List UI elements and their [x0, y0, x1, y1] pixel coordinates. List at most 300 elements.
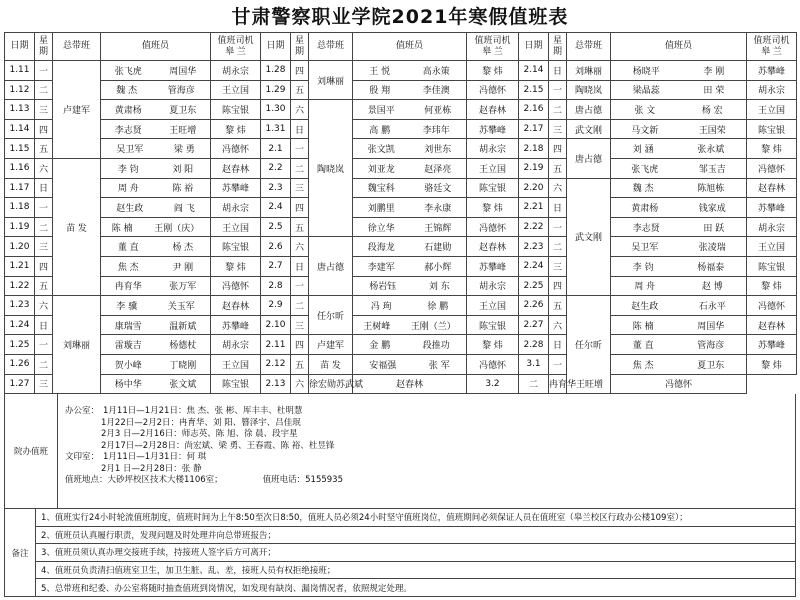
weekday-cell: 三 — [291, 178, 309, 198]
driver-cell: 赵春林 — [747, 178, 797, 198]
staff-name: 张万军 — [169, 282, 197, 293]
driver-cell: 胡永宗 — [211, 198, 261, 218]
date-cell: 2.5 — [261, 217, 291, 237]
staff-name: 何亚栋 — [424, 105, 452, 116]
driver-cell: 赵春林 — [747, 315, 797, 335]
staff-name: 吴卫军 — [631, 243, 659, 254]
date-cell: 2.8 — [261, 276, 291, 296]
driver-cell: 陈宝银 — [467, 178, 519, 198]
staff-cell — [101, 237, 211, 257]
staff-name: 董 直 — [117, 243, 139, 254]
chief-cell: 刘琳丽 — [309, 61, 353, 100]
weekday-cell: 四 — [549, 276, 567, 296]
date-cell: 2.11 — [261, 335, 291, 355]
staff-cell — [101, 315, 211, 335]
date-cell: 1.12 — [5, 80, 35, 100]
date-cell: 1.26 — [5, 354, 35, 374]
staff-cell — [101, 335, 211, 355]
staff-cell — [353, 139, 467, 159]
header-chief: 总带班 — [567, 33, 611, 61]
staff-name: 安福强 — [369, 360, 397, 371]
driver-cell: 赵春林 — [211, 296, 261, 316]
staff-cell — [611, 61, 747, 81]
staff-name: 李建军 — [367, 262, 395, 273]
staff-name: 王 悦 — [369, 66, 391, 77]
driver-cell: 黎 炜 — [467, 335, 519, 355]
date-cell: 1.17 — [5, 178, 35, 198]
driver-cell: 胡永宗 — [747, 80, 797, 100]
weekday-cell: 二 — [549, 100, 567, 120]
table-row — [5, 139, 797, 159]
table-row — [5, 100, 797, 120]
staff-name: 郝小辉 — [424, 262, 452, 273]
weekday-cell: 一 — [291, 276, 309, 296]
driver-cell: 陈宝银 — [747, 256, 797, 276]
staff-cell — [101, 178, 211, 198]
staff-name: 钱家成 — [698, 203, 726, 214]
chief-cell: 武文刚 — [567, 178, 611, 296]
staff-cell — [353, 237, 467, 257]
date-cell: 1.11 — [5, 61, 35, 81]
staff-name: 黄肃杨 — [631, 203, 659, 214]
driver-cell: 陈宝银 — [747, 119, 797, 139]
note-item: 4、值班员负责清扫值班室卫生，加卫生脏、乱、差，接班人员有权拒绝接班； — [35, 562, 795, 580]
staff-name: 李 骥 — [116, 301, 138, 312]
table-row — [5, 335, 797, 355]
staff-cell — [611, 119, 747, 139]
staff-name: 黄肃杨 — [114, 105, 142, 116]
weekday-cell: 三 — [549, 119, 567, 139]
staff-name: 陈旭栋 — [697, 184, 725, 195]
driver-cell: 冯德怀 — [467, 80, 519, 100]
staff-name: 邹玉吉 — [698, 164, 726, 175]
staff-name: 苏武斌 — [336, 380, 364, 391]
driver-cell: 苏攀峰 — [747, 61, 797, 81]
header-weekday: 星期 — [549, 33, 567, 61]
driver-cell: 王立国 — [747, 237, 797, 257]
driver-cell: 胡永宗 — [211, 335, 261, 355]
weekday-cell: 五 — [291, 80, 309, 100]
office-duty-label: 院办值班 — [5, 394, 58, 508]
table-row — [5, 354, 797, 374]
date-cell: 2.6 — [261, 237, 291, 257]
staff-cell — [353, 276, 467, 296]
table-row — [5, 119, 797, 139]
staff-cell — [611, 178, 747, 198]
staff-name: 李永康 — [424, 203, 452, 214]
staff-name: 张 文 — [634, 105, 656, 116]
driver-cell: 王立国 — [211, 217, 261, 237]
staff-name: 李志贤 — [114, 125, 142, 136]
staff-name: 王树峰 — [363, 321, 391, 332]
staff-name: 张飞虎 — [631, 164, 659, 175]
driver-cell: 黎 炜 — [747, 354, 797, 374]
staff-name: 夏卫东 — [697, 360, 725, 371]
staff-name: 赵泽亮 — [424, 164, 452, 175]
staff-name: 温新斌 — [169, 321, 197, 332]
staff-cell — [353, 217, 467, 237]
date-cell: 2.18 — [519, 139, 549, 159]
driver-cell: 黎 炜 — [467, 61, 519, 81]
chief-cell: 陶晓岚 — [567, 80, 611, 100]
weekday-cell: 五 — [291, 217, 309, 237]
staff-name: 段海龙 — [367, 243, 395, 254]
staff-cell — [101, 276, 211, 296]
driver-cell: 冯德怀 — [467, 354, 519, 374]
driver-cell: 陈宝银 — [467, 315, 519, 335]
weekday-cell: 四 — [291, 335, 309, 355]
staff-name: 王锦辉 — [424, 223, 452, 234]
date-cell: 1.29 — [261, 80, 291, 100]
date-cell: 2.20 — [519, 178, 549, 198]
notes-label: 备注 — [5, 509, 36, 596]
staff-cell — [353, 119, 467, 139]
staff-name: 刘世东 — [424, 145, 452, 156]
weekday-cell: 六 — [291, 100, 309, 120]
staff-cell — [611, 335, 747, 355]
staff-name: 焦 杰 — [632, 360, 654, 371]
staff-name: 夏卫东 — [169, 105, 197, 116]
staff-cell — [611, 198, 747, 218]
staff-name: 关玉军 — [167, 301, 195, 312]
weekday-cell: 六 — [549, 315, 567, 335]
staff-name: 魏 杰 — [116, 86, 138, 97]
weekday-cell: 一 — [291, 139, 309, 159]
driver-cell: 苏攀峰 — [467, 256, 519, 276]
staff-name: 周 舟 — [117, 184, 139, 195]
weekday-cell: 二 — [35, 80, 53, 100]
driver-cell: 陈宝银 — [211, 374, 261, 394]
table-row — [5, 256, 797, 276]
staff-name: 刘 涵 — [632, 145, 654, 156]
staff-cell — [611, 315, 747, 335]
staff-name: 刘 东 — [428, 282, 450, 293]
header-chief: 总带班 — [309, 33, 353, 61]
staff-name: 魏 杰 — [632, 184, 654, 195]
date-cell: 2.12 — [261, 354, 291, 374]
weekday-cell: 四 — [35, 256, 53, 276]
date-cell: 1.15 — [5, 139, 35, 159]
driver-cell: 苏攀峰 — [467, 119, 519, 139]
staff-cell — [353, 198, 467, 218]
staff-name: 杨福泰 — [697, 262, 725, 273]
staff-name: 张文凯 — [367, 145, 395, 156]
header-date: 日期 — [519, 33, 549, 61]
table-row — [5, 374, 797, 394]
staff-name: 徐 鹏 — [427, 301, 449, 312]
driver-cell: 王立国 — [747, 100, 797, 120]
driver-cell: 黎 炜 — [467, 198, 519, 218]
staff-name: 田 荣 — [703, 86, 725, 97]
weekday-cell: 二 — [35, 217, 53, 237]
date-cell: 2.7 — [261, 256, 291, 276]
staff-cell — [611, 296, 747, 316]
driver-cell: 黎 炜 — [211, 256, 261, 276]
weekday-cell: 四 — [291, 198, 309, 218]
staff-name: 段推功 — [422, 341, 450, 352]
weekday-cell: 六 — [291, 237, 309, 257]
driver-cell: 黎 炜 — [211, 119, 261, 139]
date-cell: 2.1 — [261, 139, 291, 159]
weekday-cell: 一 — [549, 80, 567, 100]
staff-cell — [353, 100, 467, 120]
chief-cell: 刘琳丽 — [567, 61, 611, 81]
staff-name: 魏宝科 — [367, 184, 395, 195]
driver-cell: 冯德怀 — [747, 296, 797, 316]
date-cell: 1.21 — [5, 256, 35, 276]
staff-name: 冉育华 — [114, 282, 142, 293]
staff-name: 周国华 — [697, 321, 725, 332]
table-row — [5, 217, 797, 237]
staff-name: 管海彦 — [697, 341, 725, 352]
driver-cell: 赵春林 — [467, 237, 519, 257]
header-date: 日期 — [261, 33, 291, 61]
staff-name: 李 刚 — [703, 66, 725, 77]
weekday-cell: 五 — [35, 139, 53, 159]
weekday-cell: 三 — [549, 256, 567, 276]
date-cell: 2.25 — [519, 276, 549, 296]
weekday-cell: 日 — [35, 315, 53, 335]
staff-name: 刘鹏里 — [367, 203, 395, 214]
date-cell: 1.18 — [5, 198, 35, 218]
table-row — [5, 80, 797, 100]
driver-cell: 苏攀峰 — [211, 315, 261, 335]
driver-cell: 胡永宗 — [747, 217, 797, 237]
header-staff: 值班员 — [611, 33, 747, 61]
driver-cell: 冯德怀 — [747, 158, 797, 178]
date-cell: 1.13 — [5, 100, 35, 120]
driver-cell: 陈宝银 — [211, 237, 261, 257]
note-item: 5、总带班和纪委、办公室将随时抽查值班到岗情况，如发现有缺岗、漏岗情况者，依照规定处理。 — [41, 583, 412, 594]
header-date: 日期 — [5, 33, 35, 61]
weekday-cell: 二 — [519, 374, 549, 394]
chief-cell: 陶晓岚 — [309, 100, 353, 237]
header-driver: 值班司机 皋 兰 — [211, 33, 261, 61]
driver-cell: 赵春林 — [353, 374, 467, 394]
weekday-cell: 三 — [35, 374, 53, 394]
staff-name: 徐宏勋 — [309, 380, 337, 391]
staff-name: 吴卫军 — [116, 145, 144, 156]
staff-cell — [101, 119, 211, 139]
date-cell: 2.3 — [261, 178, 291, 198]
date-cell: 1.20 — [5, 237, 35, 257]
staff-cell — [101, 374, 211, 394]
duty-phone: 值班电话：5155935 — [262, 475, 343, 485]
header-staff: 值班员 — [101, 33, 211, 61]
driver-cell: 苏攀峰 — [211, 178, 261, 198]
weekday-cell: 二 — [549, 237, 567, 257]
driver-cell: 冯德怀 — [611, 374, 747, 394]
staff-cell — [101, 139, 211, 159]
staff-cell — [611, 256, 747, 276]
date-cell: 2.17 — [519, 119, 549, 139]
staff-name: 周 舟 — [634, 282, 656, 293]
weekday-cell: 日 — [549, 198, 567, 218]
chief-cell: 任尔昕 — [567, 296, 611, 394]
staff-name: 王刚（庆） — [154, 223, 200, 234]
driver-cell: 赵春林 — [211, 158, 261, 178]
staff-name: 杨德杖 — [169, 341, 197, 352]
date-cell: 1.19 — [5, 217, 35, 237]
header-weekday: 星期 — [291, 33, 309, 61]
page-title: 甘肃警察职业学院2021年寒假值班表 — [231, 6, 569, 28]
note-item: 1、值班实行24小时轮流值班制度，值班时间为上午8:50至次日8:50，值班人员必须24小时坚守值班岗位，值班期间必须保证人员在值班室（皋兰校区行政办公楼109室）； — [35, 509, 795, 527]
table-row — [5, 237, 797, 257]
staff-name: 石永平 — [698, 301, 726, 312]
staff-cell — [611, 80, 747, 100]
staff-name: 王旺增 — [169, 125, 197, 136]
weekday-cell: 六 — [35, 296, 53, 316]
date-cell: 2.13 — [261, 374, 291, 394]
date-cell: 3.2 — [467, 374, 519, 394]
weekday-cell: 二 — [291, 296, 309, 316]
staff-name: 雷璇吉 — [114, 341, 142, 352]
office-line: 1月22日—2月2日：冉育华、刘 阳、簪泽宇、吕佳珉 — [101, 417, 301, 428]
staff-name: 金 鹏 — [369, 341, 391, 352]
date-cell: 1.24 — [5, 315, 35, 335]
date-cell: 1.27 — [5, 374, 35, 394]
table-row — [5, 178, 797, 198]
driver-cell: 冯德怀 — [211, 139, 261, 159]
chief-cell: 卢建军 — [309, 335, 353, 355]
staff-name: 王国荣 — [698, 125, 726, 136]
driver-cell: 胡永宗 — [467, 276, 519, 296]
staff-name: 李 钧 — [632, 262, 654, 273]
weekday-cell: 三 — [291, 315, 309, 335]
driver-cell: 王立国 — [211, 354, 261, 374]
date-cell: 2.24 — [519, 256, 549, 276]
weekday-cell: 三 — [35, 237, 53, 257]
staff-cell — [549, 374, 604, 394]
weekday-cell: 日 — [291, 119, 309, 139]
table-row — [5, 315, 797, 335]
staff-name: 阎 飞 — [173, 203, 195, 214]
staff-cell — [101, 100, 211, 120]
driver-cell: 王立国 — [467, 296, 519, 316]
chief-cell: 苗 发 — [53, 158, 101, 295]
staff-cell — [101, 256, 211, 276]
staff-name: 张永斌 — [697, 145, 725, 156]
staff-cell — [611, 100, 747, 120]
driver-cell: 冯德怀 — [467, 217, 519, 237]
staff-name: 李玮年 — [422, 125, 450, 136]
table-row — [5, 296, 797, 316]
date-cell: 2.22 — [519, 217, 549, 237]
archive-line: 1月11日—1月31日：何 琪 — [103, 452, 207, 462]
staff-name: 董 直 — [632, 341, 654, 352]
weekday-cell: 四 — [291, 61, 309, 81]
staff-name: 赵生政 — [116, 203, 144, 214]
office-duty-section — [4, 394, 796, 509]
staff-cell — [101, 217, 211, 237]
date-cell: 2.14 — [519, 61, 549, 81]
staff-cell — [611, 237, 747, 257]
staff-name: 殷 翔 — [369, 86, 391, 97]
driver-cell: 黎 炜 — [747, 276, 797, 296]
staff-name: 杨中华 — [114, 380, 142, 391]
staff-name: 石建勋 — [424, 243, 452, 254]
staff-name: 徐立华 — [367, 223, 395, 234]
date-cell: 1.28 — [261, 61, 291, 81]
staff-name: 张文斌 — [169, 380, 197, 391]
staff-cell — [101, 80, 211, 100]
roster-table — [4, 32, 797, 394]
staff-name: 田 跃 — [703, 223, 725, 234]
staff-name: 梁 勇 — [173, 145, 195, 156]
date-cell: 1.30 — [261, 100, 291, 120]
date-cell: 3.1 — [519, 354, 549, 374]
weekday-cell: 五 — [291, 354, 309, 374]
staff-cell — [611, 139, 747, 159]
chief-cell: 刘琳丽 — [53, 296, 101, 394]
table-header-row — [5, 33, 797, 61]
table-row — [5, 198, 797, 218]
date-cell: 2.19 — [519, 158, 549, 178]
staff-name: 陈 楠 — [111, 223, 133, 234]
weekday-cell: 一 — [549, 354, 567, 374]
staff-cell — [353, 178, 467, 198]
staff-cell — [611, 158, 747, 178]
chief-cell: 苗 发 — [309, 354, 353, 374]
weekday-cell: 日 — [549, 335, 567, 355]
weekday-cell: 六 — [291, 374, 309, 394]
date-cell: 2.27 — [519, 315, 549, 335]
staff-name: 高 鹏 — [369, 125, 391, 136]
weekday-cell: 六 — [35, 158, 53, 178]
staff-cell — [101, 354, 211, 374]
office-label: 办公室： — [65, 406, 100, 416]
staff-cell — [353, 296, 467, 316]
staff-name: 高永策 — [422, 66, 450, 77]
date-cell: 2.23 — [519, 237, 549, 257]
staff-name: 张凌瑞 — [698, 243, 726, 254]
staff-name: 周国华 — [169, 66, 197, 77]
staff-name: 杨岩钰 — [369, 282, 397, 293]
date-cell: 2.26 — [519, 296, 549, 316]
staff-name: 王刚（兰） — [410, 321, 456, 332]
date-cell: 2.15 — [519, 80, 549, 100]
staff-name: 焦 杰 — [117, 262, 139, 273]
office-line: 2月17日—2月28日：尚宏斌、梁 勇、王春霞、陈 裕、杜昱锋 — [101, 440, 335, 451]
table-row — [5, 61, 797, 81]
weekday-cell: 日 — [291, 256, 309, 276]
driver-cell: 苏攀峰 — [747, 335, 797, 355]
staff-name: 陈 裕 — [172, 184, 194, 195]
staff-cell — [101, 61, 211, 81]
staff-name: 尹 刚 — [172, 262, 194, 273]
chief-cell: 唐占德 — [567, 100, 611, 120]
table-row — [5, 276, 797, 296]
weekday-cell: 二 — [291, 158, 309, 178]
header-weekday: 星期 — [35, 33, 53, 61]
date-cell: 2.4 — [261, 198, 291, 218]
staff-name: 杨晓平 — [632, 66, 660, 77]
staff-name: 康瑞雪 — [114, 321, 142, 332]
staff-cell — [101, 158, 211, 178]
staff-name: 陈 楠 — [632, 321, 654, 332]
staff-cell — [101, 198, 211, 218]
staff-cell — [611, 276, 747, 296]
staff-name: 马文新 — [631, 125, 659, 136]
weekday-cell: 五 — [549, 158, 567, 178]
staff-name: 冯 珣 — [370, 301, 392, 312]
table-row — [5, 158, 797, 178]
chief-cell: 任尔昕 — [309, 296, 353, 335]
weekday-cell: 六 — [549, 178, 567, 198]
weekday-cell: 一 — [35, 198, 53, 218]
note-item: 3、值班员须认真办理交接班手续，持接班人签字后方可离开； — [35, 544, 795, 562]
staff-cell — [353, 335, 467, 355]
